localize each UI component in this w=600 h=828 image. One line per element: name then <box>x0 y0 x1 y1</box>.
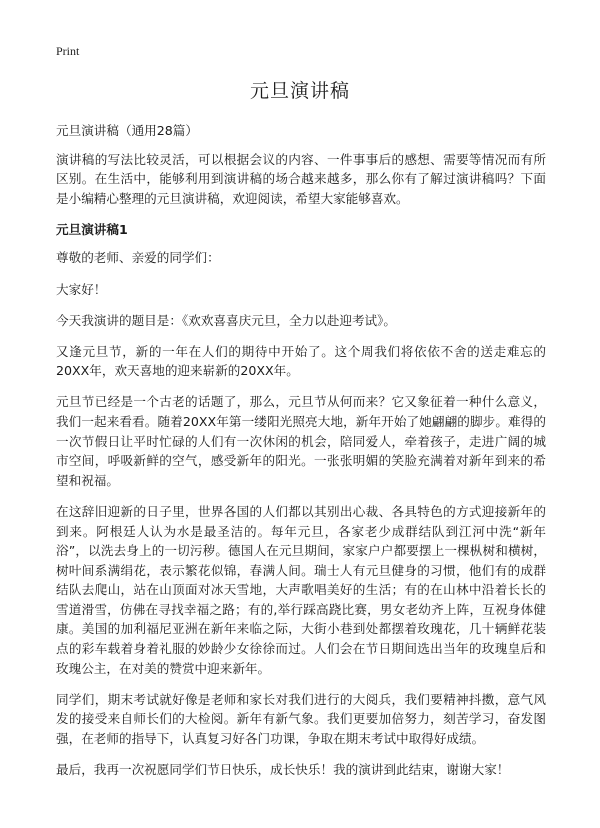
intro-paragraph: 演讲稿的写法比较灵活，可以根据会议的内容、一件事事后的感想、需要等情况而有所区别。在生活中，能够利用到演讲稿的场合越来越多，那么你有了解过演讲稿吗？下面是小编精心整理的元旦演讲稿，欢迎阅读，希望大家能够喜欢。 <box>56 151 546 206</box>
salutation-paragraph: 尊敬的老师、亲爱的同学们： <box>56 250 220 266</box>
closing-paragraph: 最后，我再一次祝愿同学们节日快乐，成长快乐！我的演讲到此结束，谢谢大家！ <box>56 762 510 778</box>
body-paragraph: 又逢元旦节，新的一年在人们的期待中开始了。这个周我们将依依不舍的送走难忘的20XX年，欢天喜地的迎来崭新的20XX年。 <box>56 343 546 379</box>
document-body <box>56 121 546 791</box>
greeting-paragraph: 大家好！ <box>56 281 107 297</box>
body-paragraph: 同学们，期末考试就好像是老师和家长对我们进行的大阅兵，我们要精神抖擞，意气风发的接受来自师长们的大检阅。新年有新气象。我们更要加倍努力，刻苦学习，奋发图强，在老师的指导下，认真复习好各门功课，争取在期末考试中取得好成绩。 <box>56 691 546 746</box>
topic-paragraph: 今天我演讲的题目是：《欢欢喜喜庆元旦，全力以赴迎考试》。 <box>56 312 397 328</box>
page-title: 元旦演讲稿 <box>249 80 350 102</box>
body-paragraph: 元旦节已经是一个古老的话题了，那么，元旦节从何而来？它又象征着一种什么意义，我们一起来看看。随着20XX年第一缕阳光照亮大地，新年开始了她翩翩的脚步。难得的一次节假日让平时忙碌的人们有一次休闲的机会，陪同爱人，牵着孩子，走进广阔的城市空间，呼吸新鲜的空气，感受新年的阳光。一张张明媚的笑脸充满着对新年到来的希望和祝福。 <box>56 394 546 488</box>
document-subtitle: 元旦演讲稿（通用28篇） <box>56 123 198 138</box>
section-heading: 元旦演讲稿1 <box>56 221 128 237</box>
body-paragraph: 在这辞旧迎新的日子里，世界各国的人们都以其别出心裁、各具特色的方式迎接新年的到来。阿根廷人认为水是最圣洁的。每年元旦，各家老少成群结队到江河中洗“新年浴”，以洗去身上的一切污秽。德国人在元旦期间，家家户户都要摆上一棵枞树和横树，树叶间系满绢花，表示繁花似锦，春满人间。瑞士人有元旦健身的习惯，他们有的成群结队去爬山，站在山顶面对冰天雪地，大声歌唱美好的生活；有的在山林中沿着长长的雪道滑雪，仿佛在寻找幸福之路；有的,举行踩高跷比赛，男女老幼齐上阵，互祝身体健康。美国的加利福尼亚洲在新年来临之际，大街小巷到处都摆着玫瑰花，几十辆鲜花装点的彩车载着身着礼服的妙龄少女徐徐而过。人们会在节日期间选出当年的玫瑰皇后和玫瑰公主，在对美的赞赏中迎来新年。 <box>56 503 546 676</box>
print-link[interactable]: Print <box>56 44 80 58</box>
